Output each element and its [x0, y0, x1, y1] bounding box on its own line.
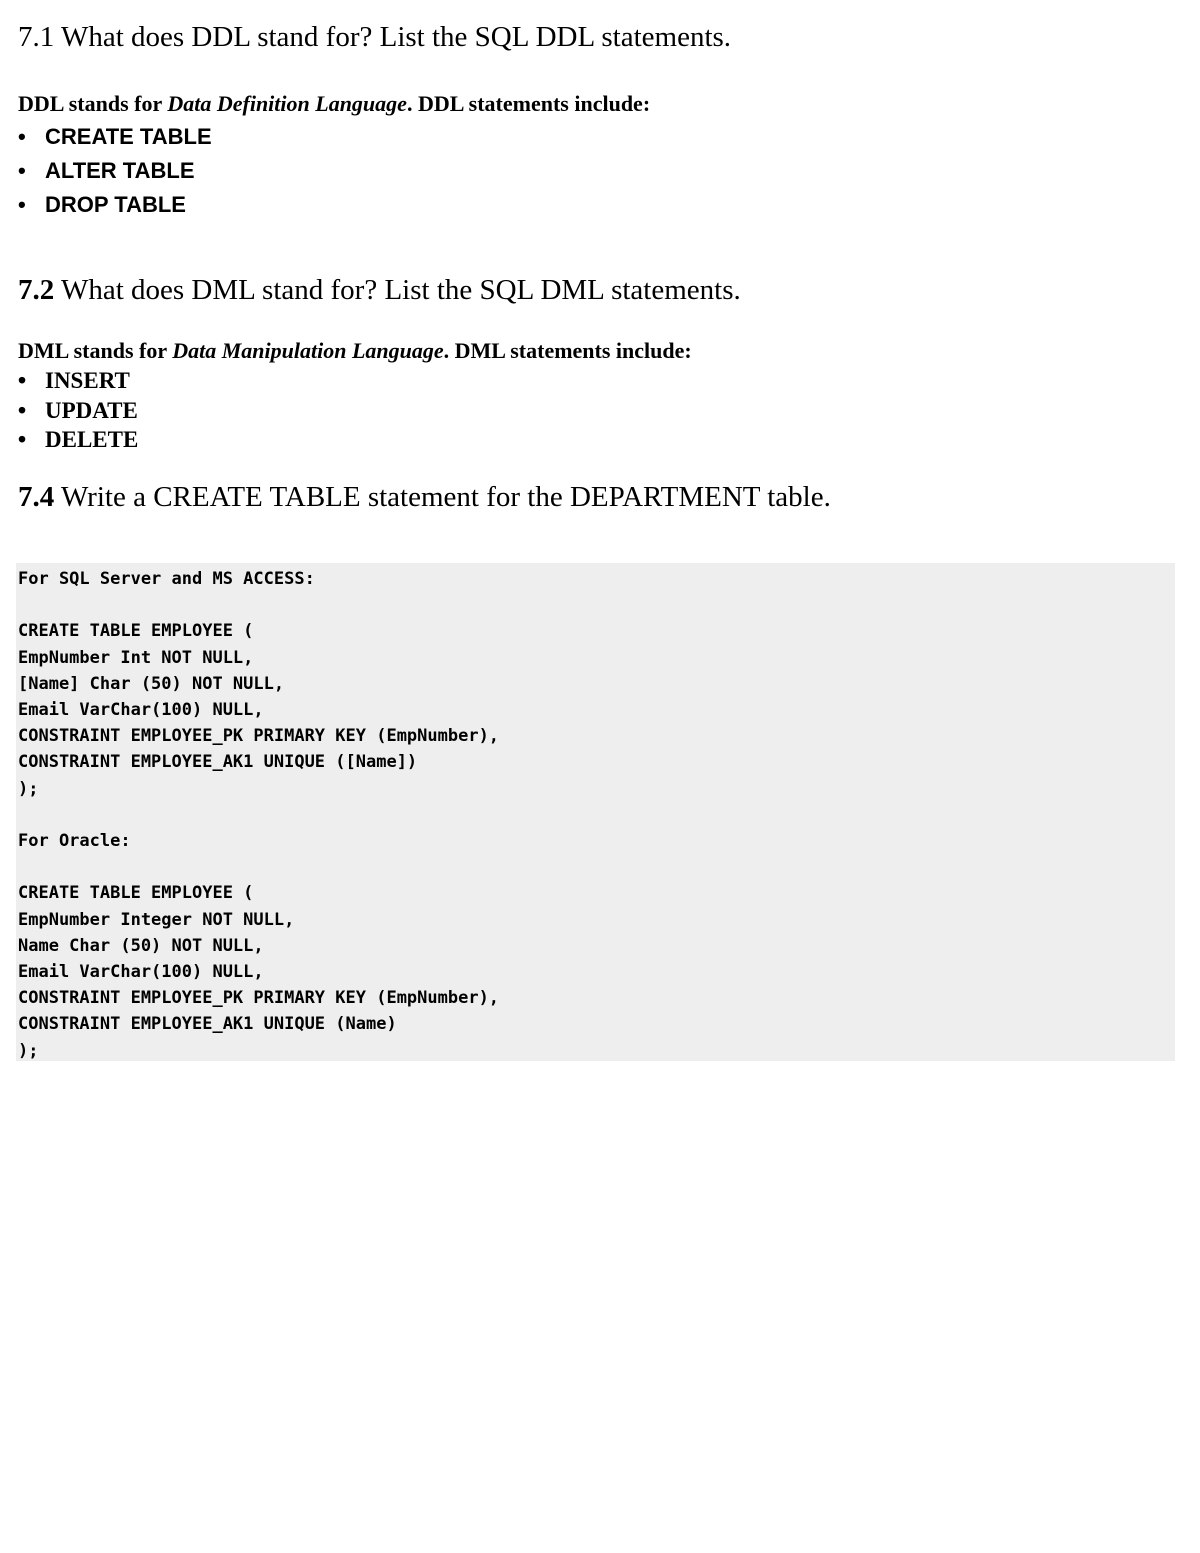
code-line: Name Char (50) NOT NULL, [18, 935, 264, 956]
list-item-label: INSERT [45, 368, 130, 393]
list-item [18, 188, 212, 222]
code-line: CONSTRAINT EMPLOYEE_PK PRIMARY KEY (EmpNumber), [18, 726, 500, 747]
list-item [18, 120, 212, 154]
list-item [18, 154, 212, 188]
code-line: Email VarChar(100) NULL, [18, 700, 264, 721]
question-7-4-number: 7.4 [18, 481, 55, 513]
list-item-label: DROP TABLE [45, 192, 186, 217]
list-item [18, 425, 138, 455]
code-line: For SQL Server and MS ACCESS: [18, 569, 315, 589]
bullet-icon: • [18, 124, 26, 149]
code-line: CONSTRAINT EMPLOYEE_AK1 UNIQUE (Name) [18, 1014, 397, 1035]
dml-answer-term: Data Manipulation Language [172, 338, 444, 363]
ddl-answer-prefix: DDL stands for [18, 91, 168, 116]
list-item-label: ALTER TABLE [45, 158, 195, 183]
code-line: CREATE TABLE EMPLOYEE ( [18, 883, 254, 904]
code-line: CREATE TABLE EMPLOYEE ( [18, 621, 254, 642]
question-7-1 [18, 20, 731, 54]
bullet-icon: • [18, 158, 26, 183]
ddl-statement-list [18, 120, 212, 222]
bullet-icon: • [18, 367, 27, 393]
dml-answer-prefix: DML stands for [18, 338, 173, 363]
code-line: [Name] Char (50) NOT NULL, [18, 673, 285, 694]
code-line: EmpNumber Integer NOT NULL, [18, 909, 295, 930]
bullet-icon: • [18, 426, 27, 452]
ddl-answer-term: Data Definition Language [167, 91, 407, 116]
code-line: Email VarChar(100) NULL, [18, 962, 264, 983]
sql-code-block [18, 566, 499, 1064]
list-item-label: CREATE TABLE [45, 124, 212, 149]
question-7-2-number: 7.2 [18, 274, 55, 306]
question-7-1-text: 7.1 What does DDL stand for? List the SQL DDL statements. [18, 21, 732, 53]
question-7-2 [18, 273, 741, 307]
dml-answer-suffix: . DML statements include: [443, 338, 692, 363]
question-7-2-text: What does DML stand for? List the SQL DML statements. [54, 274, 741, 306]
question-7-4 [18, 480, 831, 514]
list-item [18, 396, 138, 426]
code-line: For Oracle: [18, 831, 131, 852]
question-7-4-text: Write a CREATE TABLE statement for the DEPARTMENT table. [54, 481, 831, 513]
bullet-icon: • [18, 396, 27, 423]
bullet-icon: • [18, 192, 26, 217]
list-item [18, 366, 138, 396]
code-line: ); [18, 778, 39, 799]
code-line: CONSTRAINT EMPLOYEE_PK PRIMARY KEY (EmpNumber), [18, 988, 500, 1009]
code-line: EmpNumber Int NOT NULL, [18, 647, 254, 668]
code-line: CONSTRAINT EMPLOYEE_AK1 UNIQUE ([Name]) [18, 752, 418, 773]
dml-statement-list [18, 366, 138, 455]
code-line: ); [18, 1040, 39, 1061]
list-item-label: DELETE [45, 427, 139, 452]
dml-answer-sentence [18, 338, 692, 364]
ddl-answer-sentence [18, 91, 650, 117]
list-item-label: UPDATE [45, 397, 138, 423]
ddl-answer-suffix: . DDL statements include: [406, 91, 651, 116]
